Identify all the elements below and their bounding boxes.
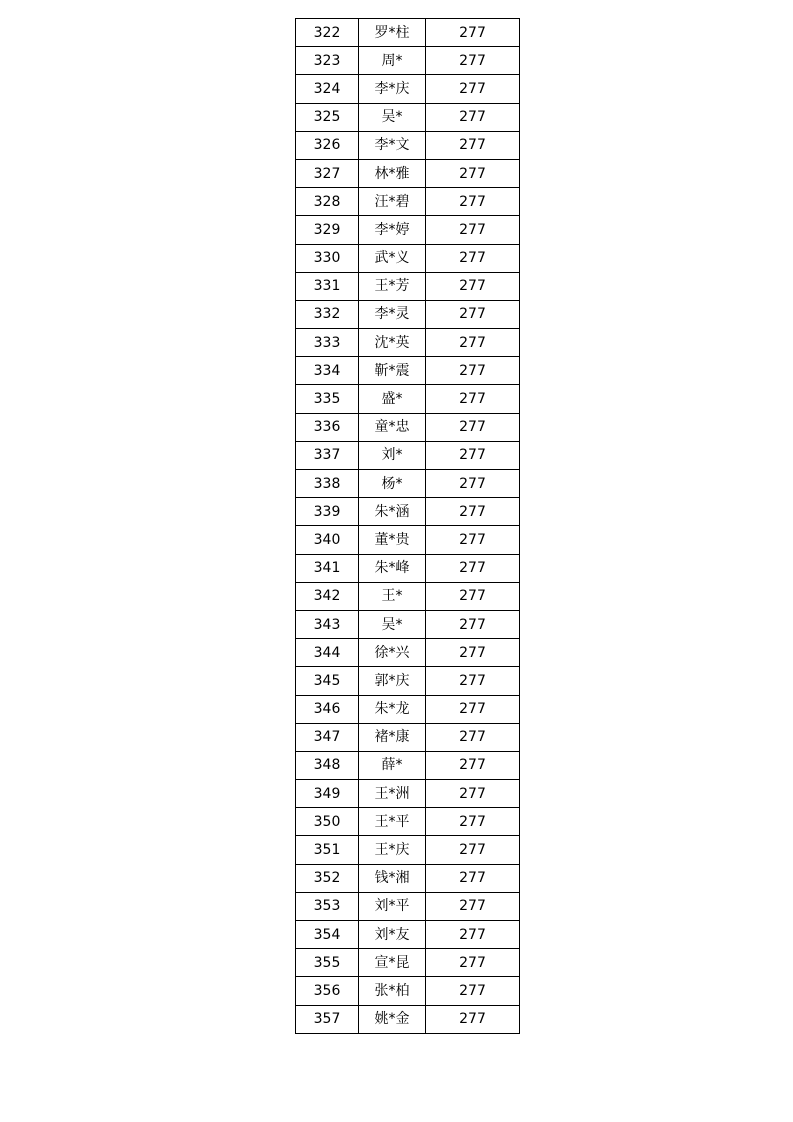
score-cell: 277 xyxy=(426,582,520,610)
score-cell: 277 xyxy=(426,864,520,892)
table-row xyxy=(296,949,520,977)
table-row xyxy=(296,864,520,892)
score-cell: 277 xyxy=(426,780,520,808)
row-number-cell: 326 xyxy=(296,131,359,159)
score-cell: 277 xyxy=(426,413,520,441)
name-cell: 钱*湘 xyxy=(359,864,426,892)
score-cell: 277 xyxy=(426,808,520,836)
row-number-cell: 356 xyxy=(296,977,359,1005)
table-row xyxy=(296,723,520,751)
row-number-cell: 341 xyxy=(296,554,359,582)
row-number-cell: 345 xyxy=(296,667,359,695)
name-cell: 林*雅 xyxy=(359,159,426,187)
name-cell: 刘*平 xyxy=(359,892,426,920)
row-number-cell: 350 xyxy=(296,808,359,836)
row-number-cell: 333 xyxy=(296,329,359,357)
row-number-cell: 340 xyxy=(296,526,359,554)
table-row xyxy=(296,892,520,920)
score-cell: 277 xyxy=(426,892,520,920)
name-cell: 朱*龙 xyxy=(359,695,426,723)
score-cell: 277 xyxy=(426,103,520,131)
score-cell: 277 xyxy=(426,751,520,779)
row-number-cell: 339 xyxy=(296,498,359,526)
row-number-cell: 331 xyxy=(296,272,359,300)
score-cell: 277 xyxy=(426,498,520,526)
row-number-cell: 353 xyxy=(296,892,359,920)
table-row xyxy=(296,977,520,1005)
table-row xyxy=(296,498,520,526)
name-cell: 姚*金 xyxy=(359,1005,426,1033)
table-row xyxy=(296,103,520,131)
name-cell: 王*洲 xyxy=(359,780,426,808)
table-row xyxy=(296,610,520,638)
row-number-cell: 328 xyxy=(296,188,359,216)
score-cell: 277 xyxy=(426,836,520,864)
row-number-cell: 347 xyxy=(296,723,359,751)
name-cell: 刘* xyxy=(359,441,426,469)
name-cell: 刘*友 xyxy=(359,921,426,949)
score-cell: 277 xyxy=(426,75,520,103)
table-row xyxy=(296,385,520,413)
score-cell: 277 xyxy=(426,667,520,695)
table-row xyxy=(296,526,520,554)
name-cell: 汪*碧 xyxy=(359,188,426,216)
table-row xyxy=(296,1005,520,1033)
table-row xyxy=(296,751,520,779)
table-row xyxy=(296,780,520,808)
table-row xyxy=(296,47,520,75)
name-cell: 朱*涵 xyxy=(359,498,426,526)
score-cell: 277 xyxy=(426,329,520,357)
row-number-cell: 342 xyxy=(296,582,359,610)
row-number-cell: 335 xyxy=(296,385,359,413)
name-cell: 李*文 xyxy=(359,131,426,159)
table-row xyxy=(296,667,520,695)
row-number-cell: 327 xyxy=(296,159,359,187)
row-number-cell: 351 xyxy=(296,836,359,864)
table-row xyxy=(296,188,520,216)
table-row xyxy=(296,836,520,864)
row-number-cell: 330 xyxy=(296,244,359,272)
row-number-cell: 323 xyxy=(296,47,359,75)
score-cell: 277 xyxy=(426,300,520,328)
table-row xyxy=(296,808,520,836)
score-cell: 277 xyxy=(426,216,520,244)
score-cell: 277 xyxy=(426,470,520,498)
name-cell: 徐*兴 xyxy=(359,639,426,667)
name-cell: 吴* xyxy=(359,610,426,638)
table-row xyxy=(296,131,520,159)
name-cell: 罗*柱 xyxy=(359,19,426,47)
row-number-cell: 344 xyxy=(296,639,359,667)
table-row xyxy=(296,75,520,103)
row-number-cell: 332 xyxy=(296,300,359,328)
score-cell: 277 xyxy=(426,357,520,385)
name-cell: 王*平 xyxy=(359,808,426,836)
score-cell: 277 xyxy=(426,610,520,638)
row-number-cell: 336 xyxy=(296,413,359,441)
name-cell: 郭*庆 xyxy=(359,667,426,695)
name-cell: 沈*英 xyxy=(359,329,426,357)
row-number-cell: 329 xyxy=(296,216,359,244)
score-cell: 277 xyxy=(426,385,520,413)
row-number-cell: 352 xyxy=(296,864,359,892)
row-number-cell: 354 xyxy=(296,921,359,949)
row-number-cell: 337 xyxy=(296,441,359,469)
score-cell: 277 xyxy=(426,272,520,300)
table-row xyxy=(296,582,520,610)
name-cell: 王*庆 xyxy=(359,836,426,864)
score-cell: 277 xyxy=(426,554,520,582)
table-row xyxy=(296,441,520,469)
name-cell: 周* xyxy=(359,47,426,75)
name-cell: 李*庆 xyxy=(359,75,426,103)
name-cell: 李*灵 xyxy=(359,300,426,328)
table-row xyxy=(296,300,520,328)
score-cell: 277 xyxy=(426,47,520,75)
score-cell: 277 xyxy=(426,526,520,554)
row-number-cell: 325 xyxy=(296,103,359,131)
row-number-cell: 349 xyxy=(296,780,359,808)
name-cell: 杨* xyxy=(359,470,426,498)
name-cell: 李*婷 xyxy=(359,216,426,244)
row-number-cell: 355 xyxy=(296,949,359,977)
name-cell: 褚*康 xyxy=(359,723,426,751)
row-number-cell: 343 xyxy=(296,610,359,638)
table-row xyxy=(296,357,520,385)
name-cell: 盛* xyxy=(359,385,426,413)
score-table-body xyxy=(296,19,520,1034)
table-row xyxy=(296,695,520,723)
name-cell: 宣*昆 xyxy=(359,949,426,977)
row-number-cell: 357 xyxy=(296,1005,359,1033)
score-cell: 277 xyxy=(426,949,520,977)
name-cell: 董*贵 xyxy=(359,526,426,554)
score-cell: 277 xyxy=(426,244,520,272)
table-row xyxy=(296,413,520,441)
score-cell: 277 xyxy=(426,19,520,47)
score-cell: 277 xyxy=(426,131,520,159)
score-cell: 277 xyxy=(426,695,520,723)
name-cell: 张*柏 xyxy=(359,977,426,1005)
name-cell: 朱*峰 xyxy=(359,554,426,582)
table-row xyxy=(296,216,520,244)
score-cell: 277 xyxy=(426,188,520,216)
score-cell: 277 xyxy=(426,1005,520,1033)
table-row xyxy=(296,272,520,300)
row-number-cell: 324 xyxy=(296,75,359,103)
name-cell: 武*义 xyxy=(359,244,426,272)
score-cell: 277 xyxy=(426,977,520,1005)
table-row xyxy=(296,159,520,187)
score-cell: 277 xyxy=(426,639,520,667)
table-row xyxy=(296,19,520,47)
name-cell: 王* xyxy=(359,582,426,610)
table-row xyxy=(296,470,520,498)
row-number-cell: 334 xyxy=(296,357,359,385)
table-row xyxy=(296,639,520,667)
score-cell: 277 xyxy=(426,921,520,949)
row-number-cell: 348 xyxy=(296,751,359,779)
score-cell: 277 xyxy=(426,159,520,187)
name-cell: 童*忠 xyxy=(359,413,426,441)
row-number-cell: 346 xyxy=(296,695,359,723)
score-cell: 277 xyxy=(426,723,520,751)
name-cell: 薛* xyxy=(359,751,426,779)
score-cell: 277 xyxy=(426,441,520,469)
table-row xyxy=(296,554,520,582)
score-table xyxy=(295,18,520,1034)
row-number-cell: 338 xyxy=(296,470,359,498)
table-row xyxy=(296,921,520,949)
name-cell: 王*芳 xyxy=(359,272,426,300)
name-cell: 靳*震 xyxy=(359,357,426,385)
name-cell: 吴* xyxy=(359,103,426,131)
table-row xyxy=(296,329,520,357)
table-row xyxy=(296,244,520,272)
row-number-cell: 322 xyxy=(296,19,359,47)
